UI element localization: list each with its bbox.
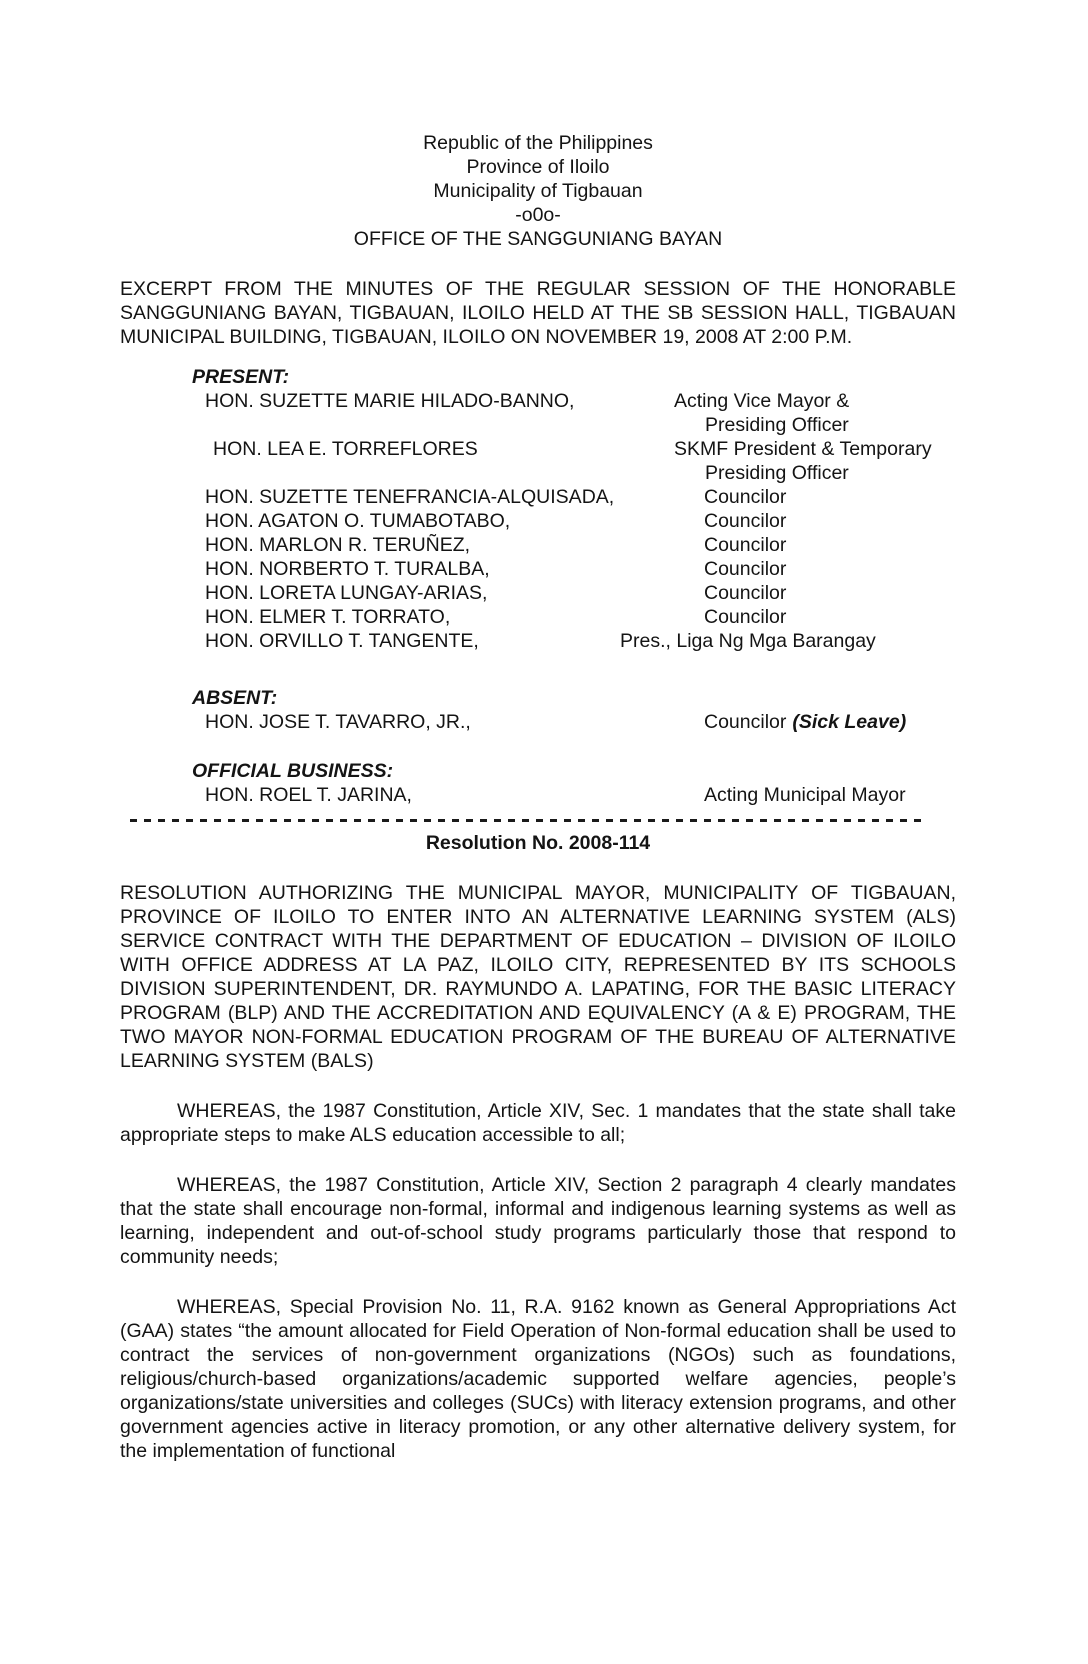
member-row [120, 485, 956, 509]
absent-section-label: ABSENT: [192, 687, 278, 709]
header-line-province: Province of Iloilo [466, 156, 610, 178]
member-row [120, 629, 956, 653]
member-row [120, 605, 956, 629]
member-role: Councilor [704, 606, 787, 628]
header-line-republic: Republic of the Philippines [423, 132, 653, 154]
member-row [120, 389, 956, 437]
member-row [120, 533, 956, 557]
member-row [120, 581, 956, 605]
member-name: HON. ELMER T. TORRATO, [205, 606, 451, 628]
whereas-paragraph-2: WHEREAS, the 1987 Constitution, Article XIV, Section 2 paragraph 4 clearly mandates that the state shall encourage non-formal, informal and indigenous learning systems as well as learning, independent and out-of-school study programs particularly those that respond to community needs; [120, 1174, 956, 1268]
member-role: Councilor (Sick Leave) [704, 711, 907, 733]
present-section-label: PRESENT: [192, 366, 290, 388]
member-role: Councilor [704, 558, 787, 580]
header-line-office: OFFICE OF THE SANGGUNIANG BAYAN [353, 228, 723, 250]
whereas-paragraph-3: WHEREAS, Special Provision No. 11, R.A. 9162 known as General Appropriations Act (GAA) states “the amount allocated for Field Operation of Non-formal education shall be used to contract the services of non-government organizations (NGOs) such as foundations, religious/church-based organizations/academic supported welfare agencies, people’s organizations/state universities and colleges (SUCs) with literacy extension programs, and other government agencies active in literacy promotion, or any other alternative delivery system, for the implementation of functional [120, 1296, 956, 1462]
member-row [120, 509, 956, 533]
member-row [120, 710, 956, 734]
member-row [120, 437, 956, 485]
member-name: HON. NORBERTO T. TURALBA, [205, 558, 490, 580]
member-name: HON. JOSE T. TAVARRO, JR., [205, 711, 471, 733]
member-row [120, 783, 956, 807]
member-name: HON. ROEL T. JARINA, [205, 784, 412, 806]
member-role: Councilor [704, 534, 787, 556]
member-name: HON. MARLON R. TERUÑEZ, [205, 534, 471, 556]
header-line-municipality: Municipality of Tigbauan [433, 180, 643, 202]
official-business-label: OFFICIAL BUSINESS: [192, 760, 394, 782]
member-row [120, 557, 956, 581]
member-name: HON. LEA E. TORREFLORES [213, 438, 478, 460]
member-role: Councilor [704, 582, 787, 604]
member-name: HON. ORVILLO T. TANGENTE, [205, 630, 479, 652]
member-role: Acting Vice Mayor & Presiding Officer [674, 390, 850, 436]
member-name: HON. LORETA LUNGAY-ARIAS, [205, 582, 488, 604]
doc-header [120, 131, 956, 251]
member-role: Pres., Liga Ng Mga Barangay [620, 630, 876, 652]
member-role: Councilor [704, 486, 787, 508]
excerpt-paragraph: EXCERPT FROM THE MINUTES OF THE REGULAR SESSION OF THE HONORABLE SANGGUNIANG BAYAN, TIGBAUAN, ILOILO HELD AT THE SB SESSION HALL, TIGBAUAN MUNICIPAL BUILDING, TIGBAUAN, ILOILO ON NOVEMBER 19, 2008 AT 2:00 P.M. [120, 278, 956, 348]
whereas-paragraph-1: WHEREAS, the 1987 Constitution, Article XIV, Sec. 1 mandates that the state shall take appropriate steps to make ALS education accessible to all; [120, 1100, 956, 1146]
member-role: Acting Municipal Mayor [704, 784, 906, 806]
member-name: HON. SUZETTE TENEFRANCIA-ALQUISADA, [205, 486, 615, 508]
resolution-title-paragraph: RESOLUTION AUTHORIZING THE MUNICIPAL MAYOR, MUNICIPALITY OF TIGBAUAN, PROVINCE OF ILOILO TO ENTER INTO AN ALTERNATIVE LEARNING SYSTEM (ALS) SERVICE CONTRACT WITH THE DEPARTMENT OF EDUCATION – DIVISION OF ILOILO WITH OFFICE ADDRESS AT LA PAZ, ILOILO CITY, REPRESENTED BY ITS SCHOOLS DIVISION SUPERINTENDENT, DR. RAYMUNDO A. LAPATING, FOR THE BASIC LITERACY PROGRAM (BLP) AND THE ACCREDITATION AND EQUIVALENCY (A & E) PROGRAM, THE TWO MAYOR NON-FORMAL EDUCATION PROGRAM OF THE BUREAU OF ALTERNATIVE LEARNING SYSTEM (BALS) [120, 882, 956, 1072]
role-note: (Sick Leave) [792, 711, 907, 733]
member-name: HON. AGATON O. TUMABOTABO, [205, 510, 511, 532]
member-role: Councilor [704, 510, 787, 532]
resolution-number-heading: Resolution No. 2008-114 [425, 832, 651, 854]
dashed-divider [130, 819, 926, 822]
header-line-separator: -o0o- [515, 204, 561, 226]
member-name: HON. SUZETTE MARIE HILADO-BANNO, [205, 390, 575, 412]
member-role: SKMF President & Temporary Presiding Officer [674, 438, 932, 484]
